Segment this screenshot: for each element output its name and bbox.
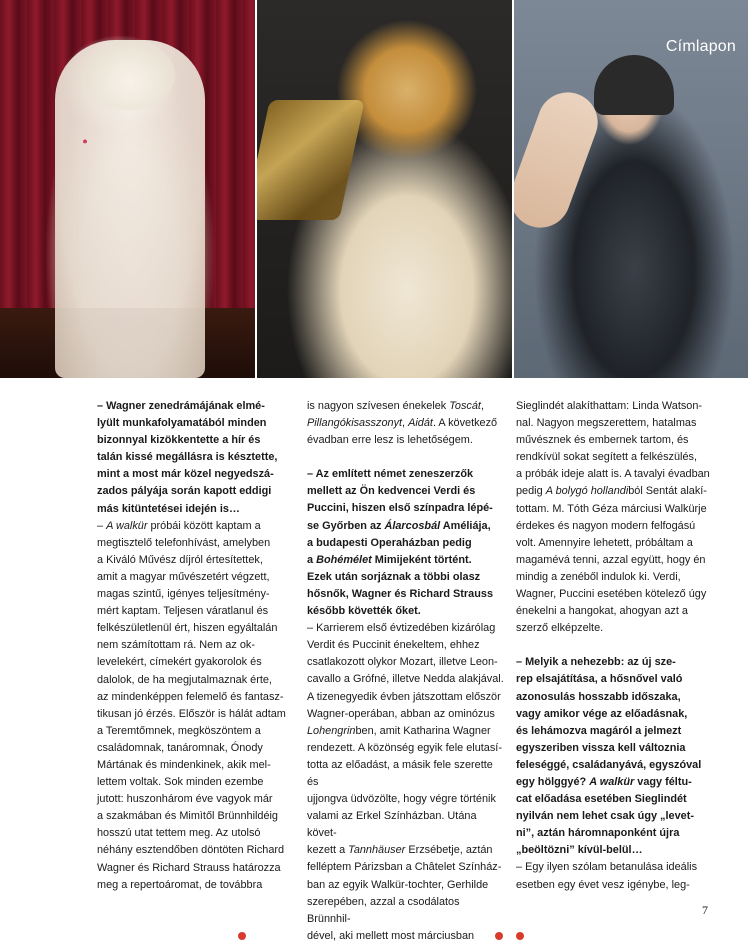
text-column-2: [307, 398, 504, 945]
golden-crown-prop: [257, 100, 365, 220]
singer-hair: [85, 40, 175, 110]
interview-question: – Wagner zenedrámájának elmé- lyült munkafolyamatából minden bizonnyal kizökkentette a hír és talán kissé megállásra is késztette, mint a most már közel negyedszá- zados pályája során kapott eddigi más kitüntetései idején is…: [97, 400, 278, 515]
photo-walkur: [0, 0, 255, 378]
headscarf: [594, 55, 674, 115]
caption-credit: | Fotó: Pályi Zsófia: [514, 829, 524, 904]
caption-credit: | Fotó: Nagy Attila: [493, 829, 503, 901]
interview-question: – Az említett német zeneszerzők mellett az Ön kedvencei Verdi és Puccini, hiszen első színpadra lépé- se Győrben az Álarcosbál Améliája, a budapesti Operaházban pedig a Bohémélet Mimijeként történt. Ezek után sorjáznak a többi olasz hősnők, Wagner és Richard Strauss később követték őket.: [307, 468, 493, 618]
interview-answer: – A walkür próbái között kaptam a megtisztelő telefonhívást, amelyben a Kiváló Művész díjról értesítettek, amit a magyar művészetért végzett, magas szintű, igényes teljesítmény- mért kaptam. Teljesen váratlanul és felkészületlenül ért, hiszen egyáltalán nem számítottam rá. Nem az ok- levelekért, címekért gyakorolok és dalolok, de ha megjutalmaznak érte, az mindenképpen felemelő és fantasz- tikusan jó érzés. Először is hálát adtam a Teremtőmnek, megköszöntem a családomnak, tanáromnak, Ónody Mártának és mindenkinek, akik mel- lettem voltak. Sok minden ezembe jutott: huszonhárom éve vagyok már a szakmában és Mimìtől Brünnhildéig hosszú utat tettem meg. Az utolsó néhány esztendőben döntöten Richard Wagner és Richard Strauss határozza meg a repertoáromat, de továbbra: [97, 519, 286, 891]
caption-dot-icon: [238, 932, 246, 940]
text-column-3: [516, 398, 722, 894]
caption-dot-icon: [516, 932, 524, 940]
interview-answer: – Karrierem első évtizedében kizárólag Verdit és Puccinit énekeltem, ehhez csatlakozott olykor Mozart, illetve Leon- cavallo a Grófné, illetve Nedda alakjával. A tizenegyedik évben játszottam először Wagner-operában, abban az ominózus Lohengrinben, amit Katharina Wagner rendezett. A közönség egyik fele elutasí- totta az előadást, a másik fele szerette és ujjongva üdvözölte, hogy végre történik valami az Erkel Színházban. Utána követ- kezett a Tannhäuser Erzsébetje, aztán felléptem Párizsban a Châtelet Színház- ban az egyik Walkür-tochter, Gerhilde szerepében, azzal a csodálatos Brünnhil- dével, aki mellett most márciusban: [307, 622, 504, 942]
photo-lear: [257, 0, 512, 378]
text-column-1: [97, 398, 294, 894]
interview-answer: is nagyon szívesen énekelek Toscát, Pillangókisasszonyt, Aidát. A következő évadban erre lesz is lehetőségem.: [307, 400, 498, 447]
interview-answer: Sieglindét alakíthattam: Linda Watson- nal. Nagyon megszerettem, hatalmas művésznek és embernek tartom, és rendkívül sokat segített a felkészülés, a próbák ideje alatt is. A tavalyi évadban pedig A bolygó hollandiból Sentát alakí- tottam. M. Tóth Géza márciusi Walkürje érdekes és nagyon modern felfogású volt. Amennyire lehetett, próbáltam a magamévá tenni, azzal együtt, hogy én mindig a zenéből indulok ki. Verdi, Wagner, Puccini esetében kötelező úgy énekelni a hangokat, ahogyan azt a szerző elképzelte.: [516, 400, 710, 635]
caption-title: LEAR: [493, 903, 503, 928]
page-number: 7: [702, 903, 708, 917]
interview-question: – Melyik a nehezebb: az új sze- rep elsajátítása, a hősnővel való azonosulás hosszabb időszaka, vagy amikor vége az előadásnak, és lehámozva magáról a jelmezt egyszeriben vissza kell változnia feleséggé, családanyává, egyszóval egy hölggyé? A walkür vagy féltu- cat előadása esetében Sieglindét nyilván nem lehet csak úgy „levet- ni”, aztán háromnaponként újra „beöltözni” kívül-belül…: [516, 656, 702, 857]
interview-answer: – Egy ilyen szólam betanulása ideális esetben egy évet vesz igénybe, leg-: [516, 861, 698, 891]
caption-title: AIDA: [514, 906, 524, 928]
caption-title: A WALKÜR: [236, 879, 246, 928]
section-label: Címlapon: [665, 38, 736, 55]
paragraph-spacer: [516, 637, 722, 654]
photo-aida: [514, 0, 748, 378]
paragraph-spacer: [307, 449, 504, 466]
raised-arm: [514, 84, 606, 236]
caption-credit: | Fotó: Nagy Attila: [236, 806, 246, 878]
